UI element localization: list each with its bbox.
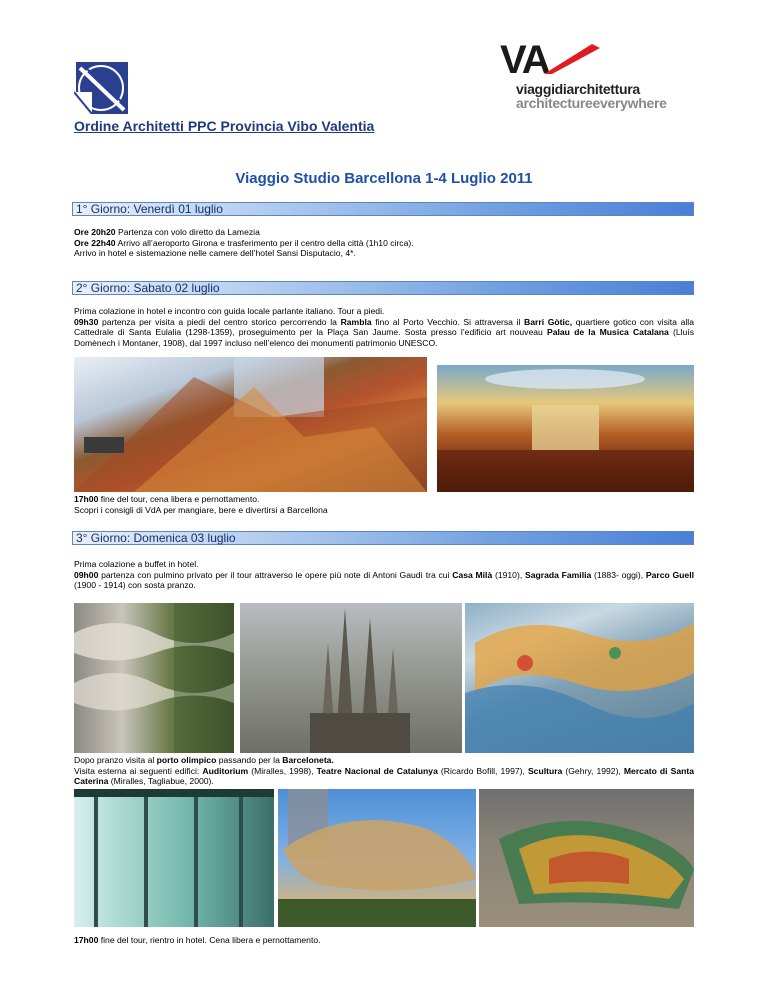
day3-heading: 3° Giorno: Domenica 03 luglio <box>72 531 694 545</box>
casa-mila-photo <box>74 603 234 753</box>
day2-heading: 2° Giorno: Sabato 02 luglio <box>72 281 694 295</box>
palau-musica-exterior-photo <box>74 357 427 492</box>
auditorium-photo <box>74 789 274 927</box>
va-logo <box>500 40 690 110</box>
day3-afternoon: Dopo pranzo visita al porto olimpico passando per la Barceloneta. Visita esterna ai seguenti edifici: Auditorium (Miralles, 1998), Teatre Nacional de Catalunya (Ricardo Bofill, 1997), Scultura (Gehry, 1992), Mercato di Santa Caterina (Miralles, Tagliabue, 2000). <box>74 755 694 786</box>
page-title: Viaggio Studio Barcellona 1-4 Luglio 2011 <box>235 170 533 187</box>
day1-body: Ore 20h20 Partenza con volo diretto da Lamezia Ore 22h40 Arrivo all’aeroporto Girona e trasferimento per il centro della città (1h10 circa). Arrivo in hotel e sistemazione nelle camere dell’hotel Sansi Disputacio, 4*. <box>74 227 414 258</box>
day3-evening: 17h00 fine del tour, rientro in hotel. Cena libera e pernottamento. <box>74 935 321 945</box>
palau-musica-interior-photo <box>437 365 694 492</box>
ordine-architetti-logo-icon <box>74 62 128 114</box>
day2-body: Prima colazione in hotel e incontro con guida locale parlante italiano. Tour a piedi. 09h30 partenza per visita a piedi del centro storico percorrendo la Rambla fino al Porto Vecchio. Si attraversa il Barri Gòtic, quartiere gotico con visita alla Cattedrale di Santa Eulalia (1298-1359), proseguimento per la Plaça San Jaume. Sosta presso l’edificio art nouveau Palau de la Musica Catalana (Lluís Domènech i Montaner, 1908), dal 1997 incluso nell’elenco dei monumenti patrimonio UNESCO. <box>74 306 694 348</box>
mercato-santa-caterina-photo <box>479 789 694 927</box>
org-name: Ordine Architetti PPC Provincia Vibo Valentia <box>74 118 375 134</box>
va-brand-line2: architectureeverywhere <box>516 95 667 111</box>
day1-heading: 1° Giorno: Venerdì 01 luglio <box>72 202 694 216</box>
scultura-gehry-photo <box>278 789 476 927</box>
day2-evening: 17h00 fine del tour, cena libera e pernottamento. Scopri i consigli di VdA per mangiare, bere e divertirsi a Barcellona <box>74 494 328 515</box>
parco-guell-photo <box>465 603 694 753</box>
day3-body: Prima colazione a buffet in hotel. 09h00 partenza con pulmino privato per il tour attraverso le opere più note di Antoni Gaudì tra cui Casa Milà (1910), Sagrada Familia (1883- oggi), Parco Guell (1900 - 1914) con sosta pranzo. <box>74 559 694 590</box>
va-brand-mark: VA <box>500 38 549 82</box>
red-slash-icon <box>544 44 600 74</box>
va-brand-line1: viaggidiarchitettura <box>516 81 640 97</box>
sagrada-familia-photo <box>240 603 462 753</box>
